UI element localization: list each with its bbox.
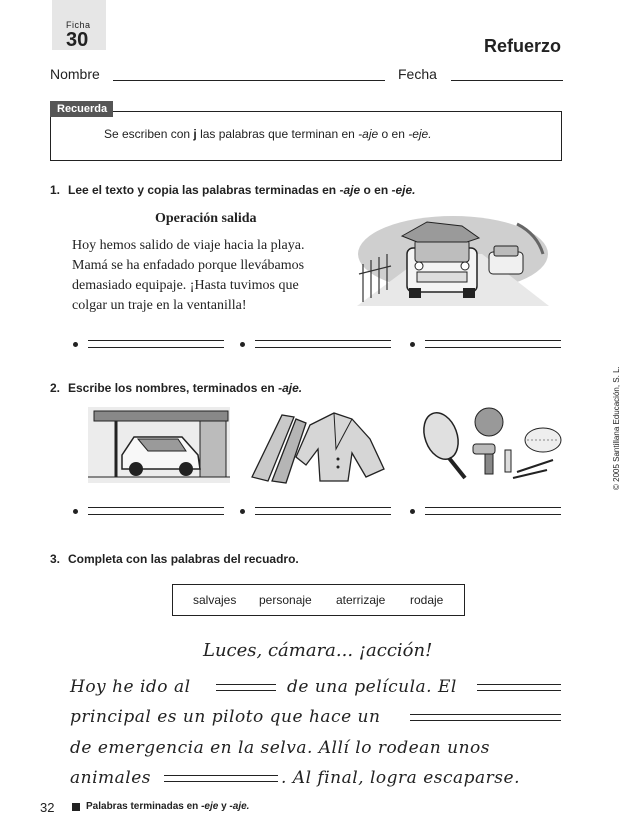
toiletries-illustration [413, 406, 563, 482]
car-travel-illustration [357, 214, 549, 306]
nombre-label: Nombre [50, 66, 100, 82]
exercise-3-title: 3. Completa con las palabras del recuadro. [50, 552, 299, 566]
script-line: . Al final, logra escaparse. [281, 768, 520, 788]
page-title: Refuerzo [483, 36, 561, 56]
answer-line[interactable] [88, 507, 224, 508]
bullet [73, 342, 78, 347]
word-option: rodaje [410, 593, 444, 607]
story-line: colgar un traje en la ventanilla! [72, 298, 247, 313]
answer-line[interactable] [255, 514, 391, 515]
bullet [73, 509, 78, 514]
script-line: principal es un piloto que hace un [70, 707, 381, 727]
answer-line[interactable] [88, 347, 224, 348]
blank-line[interactable] [164, 781, 278, 782]
suit-illustration [248, 409, 388, 485]
footer-text: Palabras terminadas en -eje y -aje. [86, 801, 250, 812]
answer-line[interactable] [255, 340, 391, 341]
word-option: salvajes [193, 593, 237, 607]
story-title: Operación salida [155, 211, 257, 226]
answer-line[interactable] [425, 514, 561, 515]
page-number: 32 [40, 800, 55, 815]
answer-line[interactable] [425, 340, 561, 341]
ficha-label: Ficha [66, 20, 91, 30]
answer-line[interactable] [88, 340, 224, 341]
story-line: Hoy hemos salido de viaje hacia la playa. [72, 238, 305, 253]
story-line: Mamá se ha enfadado porque llevábamos [72, 258, 305, 273]
ficha-number: 30 [66, 29, 89, 51]
square-bullet-icon [72, 803, 80, 811]
recuerda-tag: Recuerda [50, 101, 113, 117]
exercise-1-title: 1. Lee el texto y copia las palabras terminadas en -aje o en -eje. [50, 183, 416, 197]
copyright-notice: © 2005 Santillana Educación, S. L. [612, 366, 621, 490]
bullet [240, 509, 245, 514]
recuerda-text: Se escriben con j las palabras que terminan en -aje o en -eje. [104, 127, 432, 141]
fecha-field[interactable] [451, 80, 563, 81]
blank-line[interactable] [216, 690, 276, 691]
bullet [410, 509, 415, 514]
word-option: personaje [259, 593, 312, 607]
answer-line[interactable] [255, 507, 391, 508]
word-option: aterrizaje [336, 593, 386, 607]
script-story-title: Luces, cámara... ¡acción! [203, 640, 433, 661]
blank-line[interactable] [410, 714, 561, 715]
script-line: Hoy he ido al [70, 677, 191, 697]
answer-line[interactable] [425, 507, 561, 508]
bullet [240, 342, 245, 347]
script-line: de una película. El [287, 677, 457, 697]
script-line: animales [70, 768, 151, 788]
answer-line[interactable] [255, 347, 391, 348]
answer-line[interactable] [88, 514, 224, 515]
story-line: demasiado equipaje. ¡Hasta tuvimos que [72, 278, 299, 293]
blank-line[interactable] [410, 720, 561, 721]
blank-line[interactable] [477, 684, 561, 685]
script-line: de emergencia en la selva. Allí lo rodean unos [70, 738, 490, 758]
blank-line[interactable] [216, 684, 276, 685]
blank-line[interactable] [477, 690, 561, 691]
answer-line[interactable] [425, 347, 561, 348]
bullet [410, 342, 415, 347]
garage-illustration [88, 407, 230, 483]
nombre-field[interactable] [113, 80, 385, 81]
fecha-label: Fecha [398, 66, 437, 82]
exercise-2-title: 2. Escribe los nombres, terminados en -aje. [50, 381, 303, 395]
blank-line[interactable] [164, 775, 278, 776]
